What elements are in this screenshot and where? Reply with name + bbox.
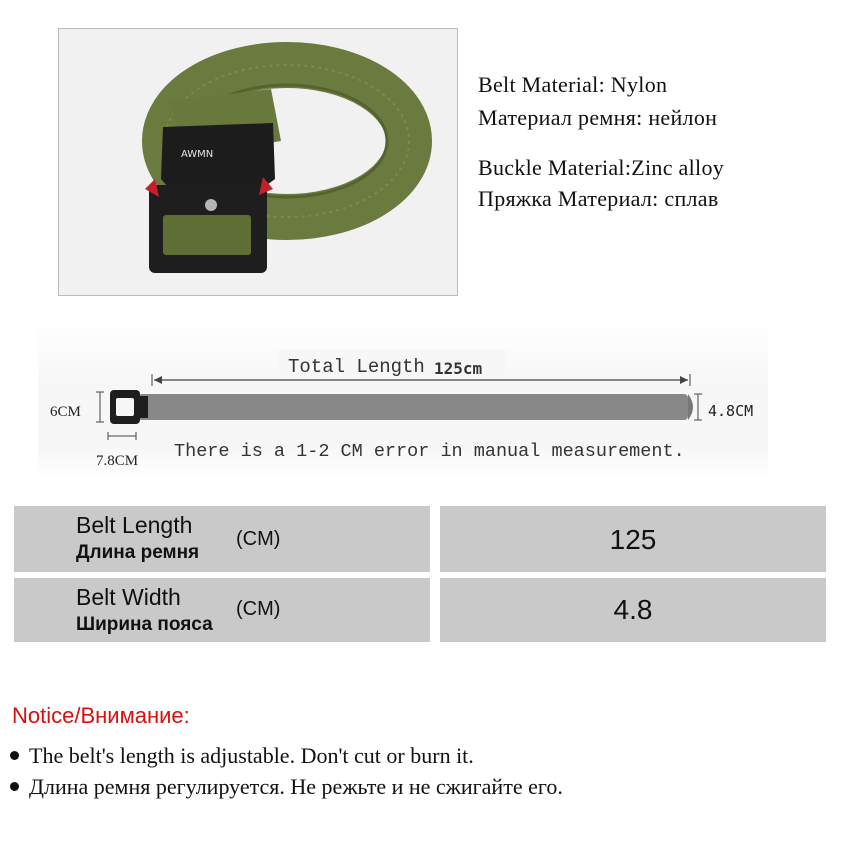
buckle-material-ru: Пряжка Материал: сплав <box>478 186 719 211</box>
notice-title: Notice/Внимание: <box>12 703 190 728</box>
bullet-icon <box>10 782 19 791</box>
buckle-logo: AWMN <box>181 149 214 160</box>
total-length-value: 125cm <box>434 359 483 378</box>
list-item <box>10 743 474 769</box>
belt-material-en: Belt Material: Nylon <box>478 72 668 97</box>
belt-material-ru: Материал ремня: нейлон <box>478 105 718 130</box>
belt-length-label-en: Belt Length <box>76 512 193 538</box>
belt-length-value: 125 <box>609 524 657 555</box>
measurement-diagram <box>38 320 768 480</box>
belt-width-value: 4.8 <box>613 594 653 625</box>
total-length-label: Total Length <box>288 356 425 378</box>
list-item <box>10 774 563 800</box>
bullet-icon <box>10 751 19 760</box>
buckle-width-label: 7.8CM <box>96 453 139 469</box>
table-row-label <box>14 506 430 572</box>
notice-item-ru: Длина ремня регулируется. Не режьте и не сжигайте его. <box>29 774 563 799</box>
belt-width-label-ru: Ширина пояса <box>76 614 213 635</box>
belt-length-label-ru: Длина ремня <box>76 542 200 563</box>
table-row-value <box>440 578 826 642</box>
product-photo <box>58 28 458 296</box>
belt-illustration <box>59 29 457 295</box>
table-row-value <box>440 506 826 572</box>
notice-item-en: The belt's length is adjustable. Don't cut or burn it. <box>29 743 474 768</box>
height-label: 6CM <box>50 404 81 420</box>
belt-length-unit: (CM) <box>236 528 281 550</box>
buckle-material-en: Buckle Material:Zinc alloy <box>478 155 725 180</box>
belt-width-unit: (CM) <box>236 598 281 620</box>
error-note: There is a 1-2 CM error in manual measurement. <box>174 441 685 462</box>
width-right-label: 4.8CM <box>708 402 754 420</box>
belt-width-label-en: Belt Width <box>76 584 181 610</box>
table-row-label <box>14 578 430 642</box>
